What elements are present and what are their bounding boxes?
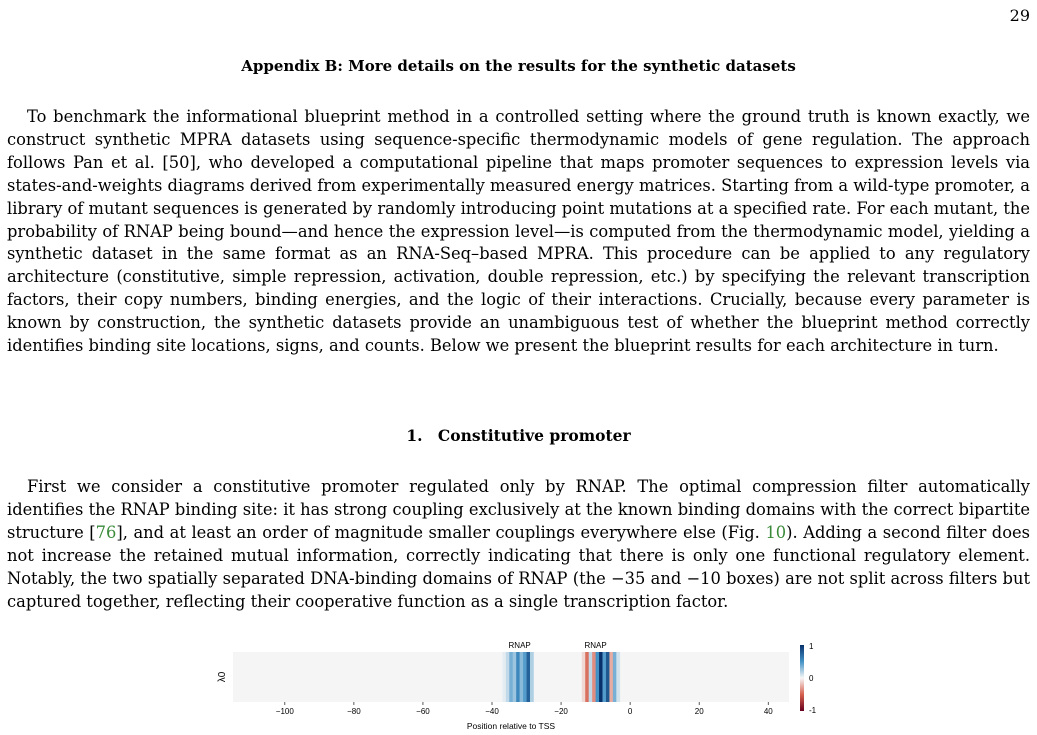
x-tick-label: −60 [416, 707, 430, 716]
heatmap-cell [603, 652, 607, 702]
heatmap-cell [527, 652, 531, 702]
rnap-annotation-label: RNAP [584, 641, 607, 650]
x-tick-label: −100 [275, 707, 294, 716]
row-label: λ0 [217, 671, 228, 683]
x-tick-label: −20 [554, 707, 568, 716]
rnap-annotation-label: RNAP [508, 641, 531, 650]
heatmap-cell [599, 652, 603, 702]
heatmap-cell [506, 652, 510, 702]
heatmap-cell [530, 652, 534, 702]
colorbar-tick-neg1: -1 [809, 706, 817, 715]
colorbar-tick-1: 1 [809, 642, 814, 651]
section-number: 1. [406, 426, 423, 445]
heatmap-svg [0, 630, 1037, 735]
heatmap-figure [0, 630, 1037, 735]
heatmap-cell [609, 652, 613, 702]
section-title: Constitutive promoter [437, 426, 631, 445]
heatmap-cell [520, 652, 524, 702]
heatmap-cell [582, 652, 586, 702]
heatmap-cell [513, 652, 517, 702]
x-tick-label: −40 [485, 707, 499, 716]
x-tick-label: −80 [347, 707, 361, 716]
intro-paragraph: To benchmark the informational blueprint method in a controlled setting where the ground truth is known exactly, we construct synthetic MPRA datasets using sequence-specific thermodynamic models of gene regulation. The approach follows Pan et al. [50], who developed a computational pipeline that maps promoter sequences to expression levels via states-and-weights diagrams derived from experimentally measured energy matrices. Starting from a wild-type promoter, a library of mutant sequences is generated by randomly introducing point mutations at a specified rate. For each mutant, the probability of RNAP being bound—and hence the expression level—is computed from the thermodynamic model, yielding a synthetic dataset in the same format as an RNA-Seq–based MPRA. This procedure can be applied to any regulatory architecture (constitutive, simple repression, activation, double repression, etc.) by specifying the relevant transcription factors, their copy numbers, binding energies, and the logic of their interactions. Crucially, because every parameter is known by construction, the synthetic datasets provide an unambiguous test of whether the blueprint method correctly identifies binding site locations, signs, and counts. Below we present the blueprint results for each architecture in turn. [7, 107, 1030, 356]
appendix-title: Appendix B: More details on the results for the synthetic datasets [241, 57, 796, 75]
page-number: 29 [1009, 6, 1030, 25]
colorbar-tick-0: 0 [809, 674, 814, 683]
heatmap-cell [592, 652, 596, 702]
heatmap-cell [523, 652, 527, 702]
paragraph-text-part2: ], and at least an order of magnitude smaller couplings everywhere else (Fig. [116, 522, 766, 542]
citation-link[interactable]: 76 [95, 522, 117, 542]
heatmap-cell [516, 652, 520, 702]
figure-reference-link[interactable]: 10 [765, 522, 787, 542]
paragraph-text-part1: First we consider a constitutive promoter regulated only by RNAP. The optimal compression filter automatically identifies the RNAP binding site: it has strong coupling exclusively at the known binding domains with the correct bipartite structure [ [7, 477, 1030, 542]
colorbar [800, 645, 804, 711]
paragraph-text-part3: ). Adding a second filter does not increase the retained mutual information, correctly indicating that there is only one functional regulatory element. Notably, the two spatially separated DNA-binding domains of RNAP (the −35 and −10 boxes) are not split across filters but captured together, reflecting their cooperative function as a single transcription factor. [7, 522, 1031, 611]
x-axis-label: Position relative to TSS [466, 721, 556, 731]
section-heading [0, 426, 1037, 445]
heatmap-cell [596, 652, 600, 702]
heatmap-cell [606, 652, 610, 702]
constitutive-paragraph [7, 476, 1030, 613]
x-tick-label: 20 [694, 707, 704, 716]
x-tick-label: 0 [627, 707, 633, 716]
heatmap-cell [613, 652, 617, 702]
x-tick-label: 40 [763, 707, 773, 716]
heatmap-cell [589, 652, 593, 702]
heatmap-cell [502, 652, 506, 702]
heatmap-cell [616, 652, 620, 702]
heatmap-cell [509, 652, 513, 702]
heatmap-cell [585, 652, 589, 702]
